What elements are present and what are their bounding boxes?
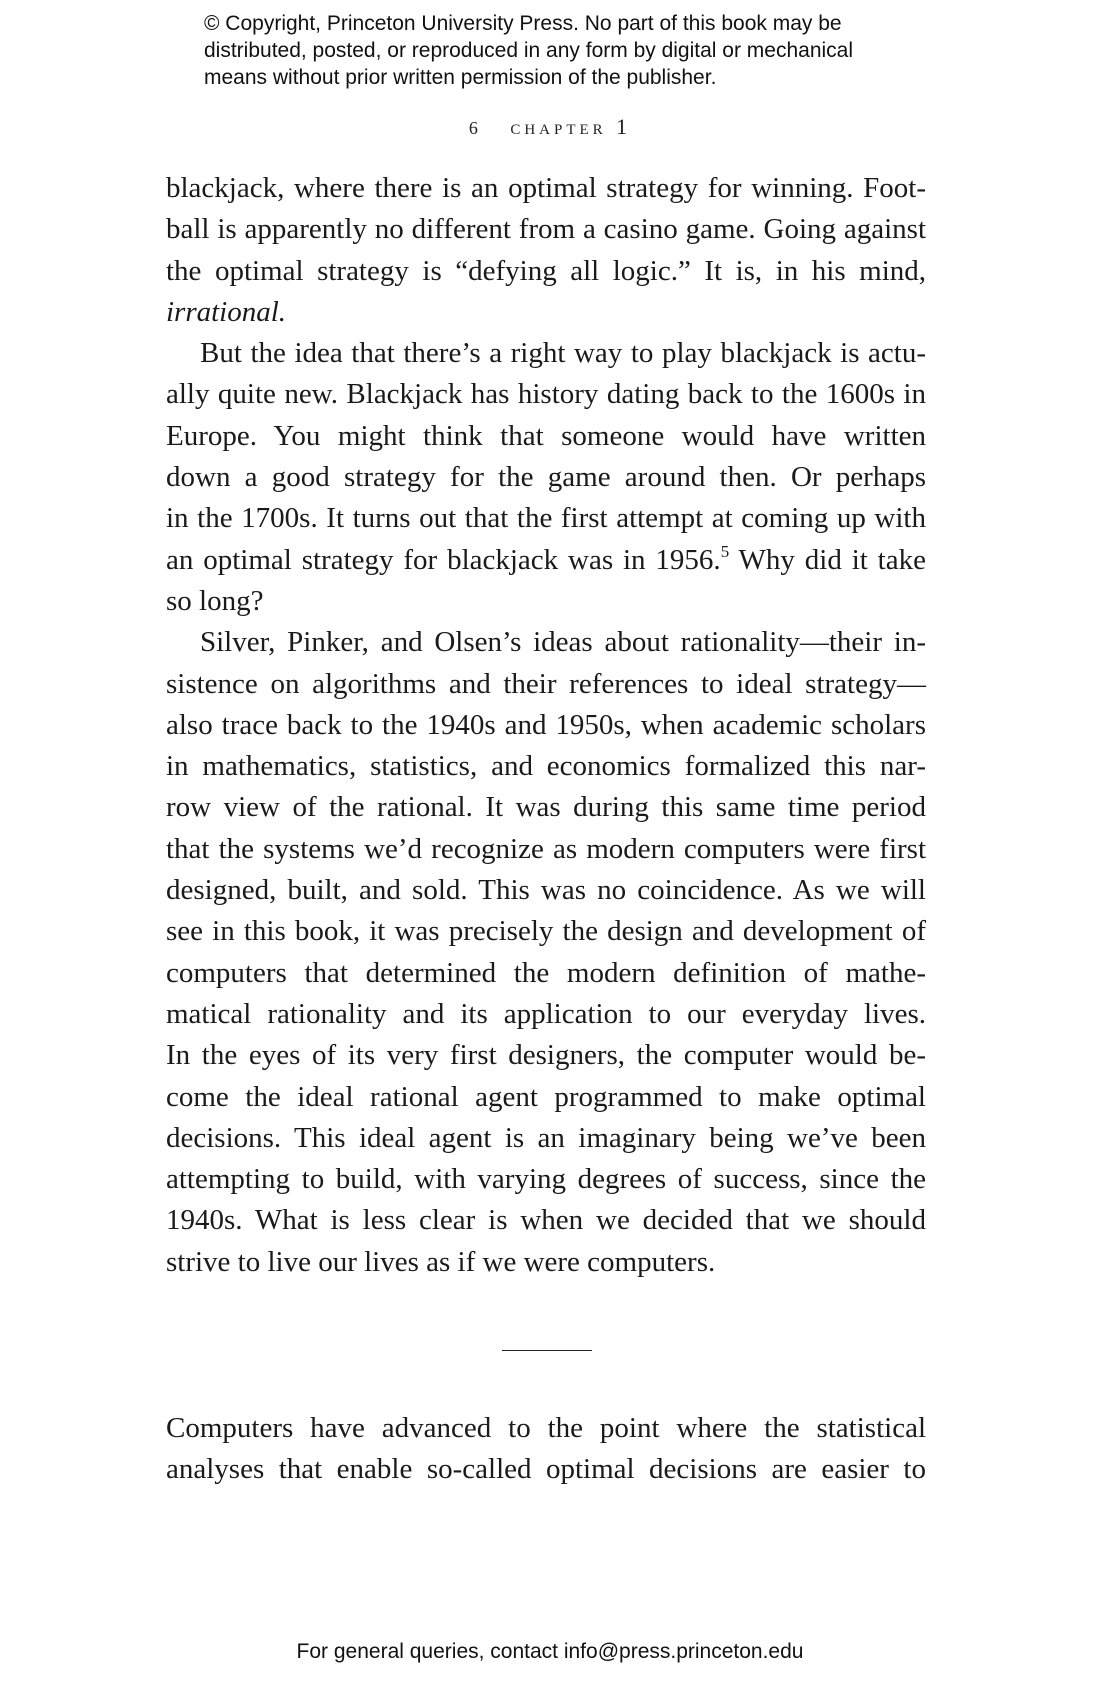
text-segment: Why did it take bbox=[729, 543, 926, 576]
text-line: in mathematics, statistics, and economics formalized this nar- bbox=[166, 750, 926, 783]
text-line: analyses that enable so-called optimal decisions are easier to bbox=[166, 1453, 926, 1486]
copyright-line: means without prior written permission of the publisher. bbox=[204, 66, 717, 89]
text-line: 1940s. What is less clear is when we decided that we should bbox=[166, 1204, 926, 1237]
text-line: attempting to build, with varying degrees of success, since the bbox=[166, 1163, 926, 1196]
text-line: that the systems we’d recognize as modern computers were first bbox=[166, 832, 926, 865]
text-line: Silver, Pinker, and Olsen’s ideas about rationality—their in- bbox=[200, 626, 926, 659]
text-line: see in this book, it was precisely the design and development of bbox=[166, 915, 926, 948]
body-text bbox=[166, 168, 926, 1283]
emphasis-irrational: irrational. bbox=[166, 295, 287, 328]
section-separator bbox=[502, 1350, 592, 1351]
text-line: In the eyes of its very first designers, the computer would be- bbox=[166, 1039, 926, 1072]
text-line: the optimal strategy is “defying all logic.” It is, in his mind, bbox=[166, 254, 926, 287]
running-head bbox=[0, 114, 1100, 140]
text-line: ball is apparently no different from a casino game. Going against bbox=[166, 213, 926, 246]
text-line: matical rationality and its application to our everyday lives. bbox=[166, 997, 926, 1030]
text-line: also trace back to the 1940s and 1950s, when academic scholars bbox=[166, 708, 926, 741]
page-number: 6 bbox=[468, 118, 481, 138]
text-line: row view of the rational. It was during this same time period bbox=[166, 791, 926, 824]
text-line: strive to live our lives as if we were computers. bbox=[166, 1245, 716, 1278]
text-line: down a good strategy for the game around then. Or perhaps bbox=[166, 461, 926, 494]
copyright-line: distributed, posted, or reproduced in any form by digital or mechanical bbox=[204, 39, 854, 62]
body-text-continued bbox=[166, 1408, 926, 1491]
text-line: blackjack, where there is an optimal strategy for winning. Foot- bbox=[166, 172, 926, 204]
copyright-line: © Copyright, Princeton University Press. No part of this book may be bbox=[204, 12, 842, 35]
text-line: come the ideal rational agent programmed to make optimal bbox=[166, 1080, 926, 1113]
text-line: ally quite new. Blackjack has history dating back to the 1600s in bbox=[166, 378, 926, 411]
text-line: so long? bbox=[166, 584, 264, 617]
text-line: designed, built, and sold. This was no coincidence. As we will bbox=[166, 874, 926, 907]
text-line-with-footnote bbox=[166, 540, 926, 581]
text-line: decisions. This ideal agent is an imaginary being we’ve been bbox=[166, 1121, 926, 1154]
copyright-notice bbox=[204, 10, 924, 91]
footer-contact: For general queries, contact info@press.princeton.edu bbox=[296, 1640, 804, 1663]
chapter-label: chapter 1 bbox=[510, 114, 632, 139]
text-line-italic bbox=[166, 292, 926, 333]
text-line: computers that determined the modern definition of mathe- bbox=[166, 956, 926, 989]
text-line: But the idea that there’s a right way to play blackjack is actu- bbox=[200, 337, 926, 370]
footnote-ref: 5 bbox=[720, 541, 730, 561]
text-segment: an optimal strategy for blackjack was in 1956. bbox=[166, 543, 721, 576]
text-line: Europe. You might think that someone would have written bbox=[166, 419, 926, 452]
text-line: sistence on algorithms and their references to ideal strategy— bbox=[166, 667, 926, 700]
text-line: Computers have advanced to the point where the statistical bbox=[166, 1412, 926, 1444]
text-line: in the 1700s. It turns out that the first attempt at coming up with bbox=[166, 502, 926, 535]
